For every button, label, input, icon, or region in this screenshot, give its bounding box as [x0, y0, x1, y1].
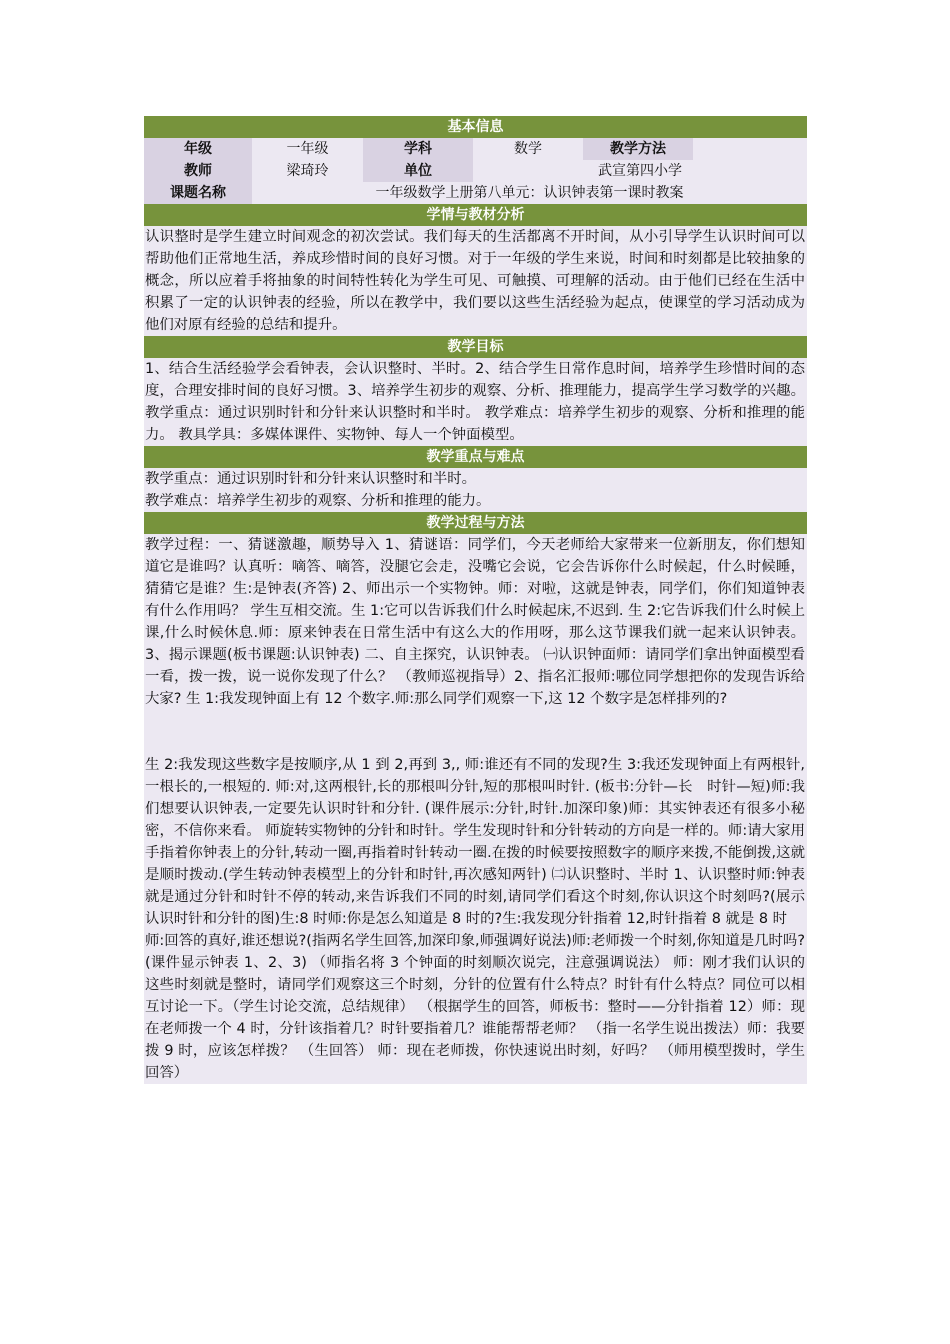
- section-header-analysis: 学情与教材分析: [144, 204, 807, 226]
- analysis-text: [144, 226, 807, 336]
- unit-value: 武宣第四小学: [473, 160, 807, 182]
- basic-row-3: [144, 182, 807, 204]
- blank-gap: [145, 710, 805, 754]
- process-paragraph-3: 师:回答的真好,谁还想说?(指两名学生回答,加深印象,师强调好说法)师:老师拨一个时刻,你知道是几时吗?(课件显示钟表 1、2、3) （师指名将 3 个钟面的时刻顺次说完，注意强调说法） 师：刚才我们认识的这些时刻就是整时，请同学们观察这三个时刻，分针的位置有什么特点？时针有什么特点？同位可以相互讨论一下。（学生讨论交流，总结规律） （根据学生的回答，师板书：整时——分针指着 12）师：现在老师拨一个 4 时，分针该指着几？时针要指着几？谁能帮帮老师？ （指一名学生说出拨法）师：我要拨 9 时，应该怎样拨？ （生回答） 师：现在老师拨，你快速说出时刻，好吗？ （师用模型拨时，学生回答）: [145, 933, 805, 1081]
- subject-value: 数学: [473, 138, 583, 160]
- process-paragraph-2: 生 2:我发现这些数字是按顺序,从 1 到 2,再到 3,, 师:谁还有不同的发现?生 3:我还发现钟面上有两根针,一根长的,一根短的. 师:对,这两根针,长的那根叫分针,短的那根叫时针. (板书:分针—长 时针—短)师:我们想要认识钟表,一定要先认识时针和分针. (课件展示:分针,时针.加深印象)师：其实钟表还有很多小秘密，不信你来看。 师旋转实物钟的分针和时针。学生发现时针和分针转动的方向是一样的。师:请大家用手指着你钟表上的分针,转动一圈,再指着时针转动一圈.在拨的时候要按照数字的顺序来拨,不能倒拨,这就是顺时拨动.(学生转动钟表模型上的分针和时针,再次感知两针) ㈡认识整时、半时 1、认识整时师:钟表就是通过分针和时针不停的转动,来告诉我们不同的时刻,请同学们看这个时刻,你认识这个时刻吗?(展示认识时针和分针的图)生:8 时师:你是怎么知道是 8 时的?生:我发现分针指着 12,时针指着 8 就是 8 时: [145, 757, 805, 927]
- goals-text: [144, 358, 807, 446]
- section-header-goals: 教学目标: [144, 336, 807, 358]
- basic-row-1: [144, 138, 807, 160]
- section-header-basic: 基本信息: [144, 116, 807, 138]
- method-label: 教学方法: [583, 138, 693, 160]
- teacher-value: 梁琦玲: [252, 160, 363, 182]
- grade-value: 一年级: [252, 138, 363, 160]
- topic-label: 课题名称: [144, 182, 252, 204]
- analysis-paragraph: 认识整时是学生建立时间观念的初次尝试。我们每天的生活都离不开时间，从小引导学生认识时间可以帮助他们正常地生活，养成珍惜时间的良好习惯。对于一年级的学生来说，时间和时刻都是比较抽象的概念，所以应着手将抽象的时间特性转化为学生可见、可触摸、可理解的活动。由于他们已经在生活中积累了一定的认识钟表的经验，所以在教学中，我们要以这些生活经验为起点，使课堂的学习活动成为他们对原有经验的总结和提升。: [145, 229, 805, 333]
- section-header-keypoints: 教学重点与难点: [144, 446, 807, 468]
- process-paragraph-1: 教学过程：一、猜谜激趣，顺势导入 1、猜谜语：同学们，今天老师给大家带来一位新朋友，你们想知道它是谁吗？认真听：嘀答、嘀答，没腿它会走，没嘴它会说，它会告诉你什么时候起，什么时候睡，猜猜它是谁？生:是钟表(齐答) 2、师出示一个实物钟。师：对啦，这就是钟表，同学们，你们知道钟表有什么作用吗？ 学生互相交流。生 1:它可以告诉我们什么时候起床,不迟到. 生 2:它告诉我们什么时候上课,什么时候休息.师：原来钟表在日常生活中有这么大的作用呀，那么这节课我们就一起来认识钟表。3、揭示课题(板书课题:认识钟表) 二、自主探究，认识钟表。 ㈠认识钟面师：请同学们拿出钟面模型看一看，拨一拨，说一说你发现了什么？ （教师巡视指导）2、指名汇报师:哪位同学想把你的发现告诉给大家? 生 1:我发现钟面上有 12 个数字.师:那么同学们观察一下,这 12 个数字是怎样排列的?: [145, 537, 805, 707]
- unit-label: 单位: [363, 160, 473, 182]
- process-text: [144, 534, 807, 1084]
- subject-label: 学科: [363, 138, 473, 160]
- difficulty-line: 教学难点：培养学生初步的观察、分析和推理的能力。: [145, 493, 491, 509]
- keypoint-line: 教学重点：通过识别时针和分针来认识整时和半时。: [145, 471, 476, 487]
- basic-row-2: [144, 160, 807, 182]
- lesson-plan-sheet: [144, 116, 807, 1084]
- goals-paragraph: 1、结合生活经验学会看钟表，会认识整时、半时。2、结合学生日常作息时间，培养学生珍惜时间的态度，合理安排时间的良好习惯。3、培养学生初步的观察、分析、推理能力，提高学生学习数学的兴趣。教学重点：通过识别时针和分针来认识整时和半时。 教学难点：培养学生初步的观察、分析和推理的能力。 教具学具：多媒体课件、实物钟、每人一个钟面模型。: [145, 361, 805, 443]
- section-header-process: 教学过程与方法: [144, 512, 807, 534]
- grade-label: 年级: [144, 138, 252, 160]
- teacher-label: 教师: [144, 160, 252, 182]
- keypoints-text: [144, 468, 807, 512]
- topic-value: 一年级数学上册第八单元：认识钟表第一课时教案: [252, 182, 807, 204]
- method-value: [693, 138, 807, 160]
